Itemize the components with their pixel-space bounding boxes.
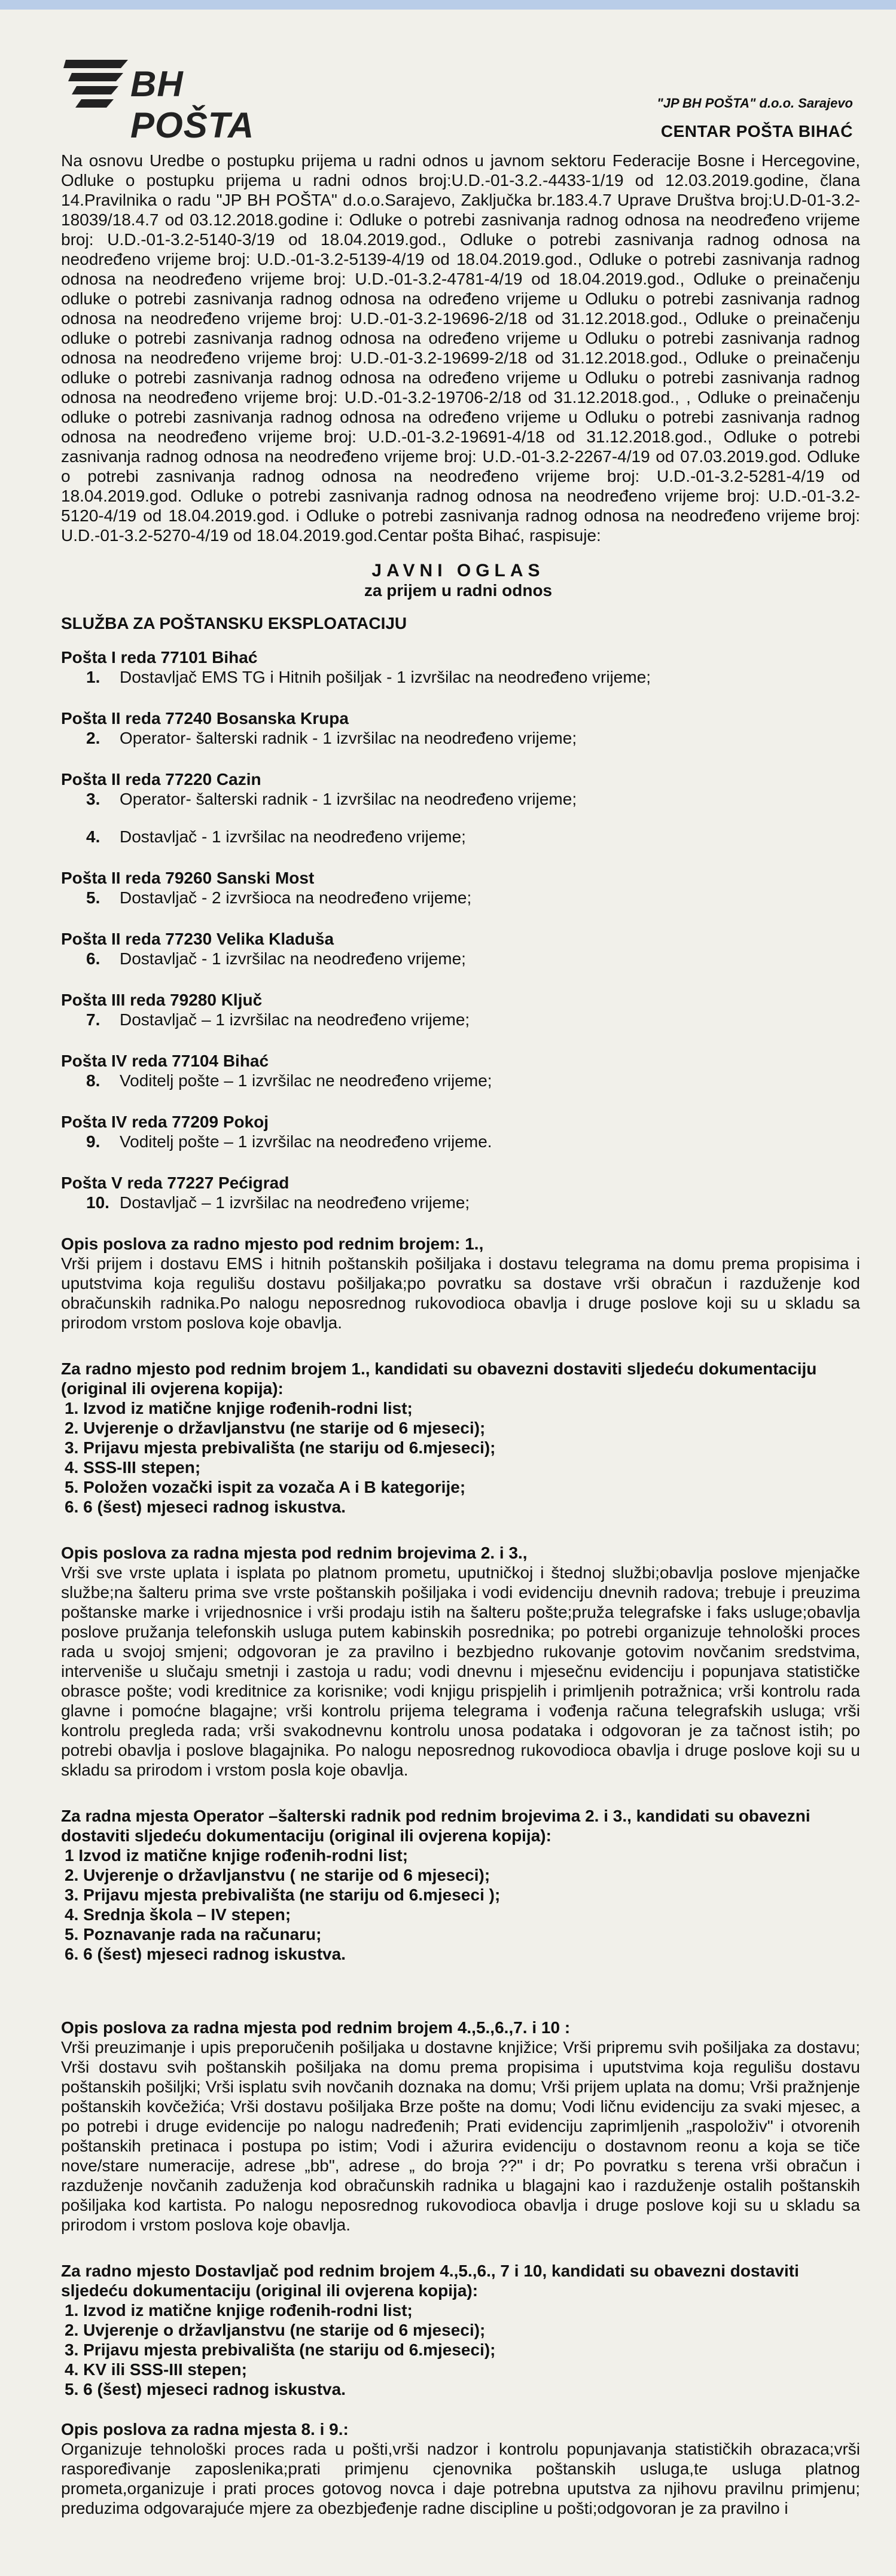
- requirements-list-3: [65, 2300, 865, 2399]
- position-number: 6.: [86, 949, 100, 968]
- position-number: 8.: [86, 1071, 100, 1090]
- position-item: [86, 728, 865, 748]
- post-entry: [51, 990, 865, 1029]
- position-text: Dostavljač EMS TG i Hitnih pošiljak - 1 izvršilac na neodređeno vrijeme;: [120, 668, 651, 686]
- position-item: [86, 1010, 865, 1029]
- post-entry: [51, 868, 865, 907]
- post-title: Pošta I reda 77101 Bihać: [61, 648, 258, 667]
- post-entry: [51, 1173, 865, 1212]
- requirement-item: 6. 6 (šest) mjeseci radnog iskustva.: [65, 1945, 346, 1963]
- announcement-heading: JAVNI OGLAS: [371, 561, 545, 580]
- center-name: CENTAR POŠTA BIHAĆ: [660, 122, 853, 140]
- logo-text: BH POŠTA: [130, 64, 255, 145]
- post-entry: [51, 647, 865, 687]
- position-text: Voditelj pošte – 1 izvršilac ne neodređeno vrijeme;: [120, 1071, 492, 1090]
- position-text: Voditelj pošte – 1 izvršilac na neodređeno vrijeme.: [120, 1132, 492, 1151]
- post-title: Pošta III reda 79280 Ključ: [61, 991, 263, 1009]
- requirement-item: 5. 6 (šest) mjeseci radnog iskustva.: [65, 2380, 346, 2398]
- requirement-item: 2. Uvjerenje o državljanstvu (ne starije od 6 mjeseci);: [65, 1419, 486, 1437]
- requirement-item: 5. Poznavanje rada na računaru;: [65, 1925, 322, 1944]
- post-title: Pošta IV reda 77209 Pokoj: [61, 1113, 269, 1131]
- position-item: [86, 949, 865, 968]
- post-title: Pošta V reda 77227 Pećigrad: [61, 1174, 289, 1192]
- section-title: Opis poslova za radna mjesta pod rednim brojem 4.,5.,6.,7. i 10 :: [61, 2018, 571, 2037]
- position-item: [86, 827, 865, 847]
- document-page: [51, 10, 865, 2574]
- position-number: 10.: [86, 1193, 109, 1212]
- post-list: [51, 647, 865, 1212]
- position-item: [86, 1071, 865, 1090]
- post-title: Pošta IV reda 77104 Bihać: [61, 1052, 269, 1070]
- position-text: Dostavljač – 1 izvršilac na neodređeno vrijeme;: [120, 1010, 470, 1029]
- post-entry: [51, 1112, 865, 1151]
- requirement-item: 6. 6 (šest) mjeseci radnog iskustva.: [65, 1498, 346, 1516]
- position-text: Dostavljač – 1 izvršilac na neodređeno vrijeme;: [120, 1193, 470, 1212]
- position-number: 1.: [86, 668, 100, 686]
- service-title: SLUŽBA ZA POŠTANSKU EKSPLOATACIJU: [61, 614, 407, 632]
- requirement-item: 1. Izvod iz matične knjige rođenih-rodni list;: [65, 1399, 413, 1417]
- post-entry: [51, 769, 865, 847]
- job-description-1: [61, 1234, 860, 1333]
- position-number: 5.: [86, 888, 100, 907]
- requirement-item: 1 Izvod iz matične knjige rođenih-rodni list;: [65, 1846, 409, 1865]
- requirement-item: 3. Prijavu mjesta prebivališta (ne stariju od 6.mjeseci);: [65, 2340, 496, 2359]
- section-title: Opis poslova za radna mjesta 8. i 9.:: [61, 2420, 349, 2439]
- section-title: Opis poslova za radno mjesto pod rednim brojem: 1.,: [61, 1234, 484, 1253]
- position-text: Dostavljač - 2 izvršioca na neodređeno vrijeme;: [120, 888, 472, 907]
- intro-paragraph: Na osnovu Uredbe o postupku prijema u radni odnos u javnom sektoru Federacije Bosne i Hercegovine, Odluke o postupku prijema u radni odnos broj:U.D.-01-3.2.-4433-1/19 od 12.03.2019.godine, člana 14.Pravilnika o radu "JP BH POŠTA" d.o.o.Sarajevo, Zaključka br.183.4.7 Uprave Društva broj:U.D-01-3.2-18039/18.4.7 od 03.12.2018.godine i: Odluke o potrebi zasnivanja radnog odnosa na neodređeno vrijeme broj: U.D.-01-3.2-5140-3/19 od 18.04.2019.god., Odluke o potrebi zasnivanja radnog odnosa na neodređeno vrijeme broj: U.D.-01-3.2-5139-4/19 od 18.04.2019.god., Odluke o potrebi zasnivanja radnog odnosa na neodređeno vrijeme broj: U.D.-01-3.2-4781-4/19 od 18.04.2019.god., Odluke o preinačenju odluke o potrebi zasnivanja radnog odnosa na određeno vrijeme u Odluku o potrebi zasnivanja radnog odnosa na neodređeno vrijeme broj: U.D.-01-3.2-19696-2/18 od 31.12.2018.god., Odluke o preinačenju odluke o potrebi zasnivanja radnog odnosa na određeno vrijeme u Odluku o potrebi zasnivanja radnog odnosa na neodređeno vrijeme broj: U.D.-01-3.2-19699-2/18 od 31.12.2018.god., Odluke o preinačenju odluke o potrebi zasnivanja radnog odnosa na određeno vrijeme u Odluku o potrebi zasnivanja radnog odnosa na neodređeno vrijeme broj: U.D.-01-3.2-19706-2/18 od 31.12.2018.god., , Odluke o preinačenju odluke o potrebi zasnivanja radnog odnosa na određeno vrijeme u Odluku o potrebi zasnivanja radnog odnosa na neodređeno vrijeme broj: U.D.-01-3.2-19691-4/18 od 31.12.2018.god., Odluke o potrebi zasnivanja radnog odnosa na neodređeno vrijeme broj: U.D.-01-3.2-2267-4/19 od 07.03.2019.god. Odluke o potrebi zasnivanja radnog odnosa na neodređeno vrijeme broj: U.D.-01-3.2-5281-4/19 od 18.04.2019.god. Odluke o potrebi zasnivanja radnog odnosa na neodređeno vrijeme broj: U.D.-01-3.2-5120-4/19 od 18.04.2019.god. i Odluke o potrebi zasnivanja radnog odnosa na neodređeno vrijeme broj: U.D.-01-3.2-5270-4/19 od 18.04.2019.god.Centar pošta Bihać, raspisuje:: [61, 151, 860, 545]
- requirements-list-2: [65, 1845, 865, 1964]
- requirements-title-3: Za radno mjesto Dostavljač pod rednim brojem 4.,5.,6., 7 i 10, kandidati su obavezni dostaviti sljedeću dokumentaciju (original ili ovjerena kopija):: [61, 2262, 799, 2300]
- requirement-item: 2. Uvjerenje o državljanstvu (ne starije od 6 mjeseci);: [65, 2321, 486, 2339]
- top-edge-band: [0, 0, 896, 10]
- requirement-item: 4. SSS-III stepen;: [65, 1458, 201, 1477]
- position-item: [86, 1132, 865, 1151]
- post-title: Pošta II reda 79260 Sanski Most: [61, 869, 315, 887]
- document-body: [51, 151, 865, 2518]
- position-item: [86, 667, 865, 687]
- section-text: Organizuje tehnološki proces rada u pošti,vrši nadzor i kontrolu popunjavanja statističkih obrazaca;vrši raspoređivanje zaposlenika;prati primjenu cjenovnika poštanskih usluga,te usluga platnog prometa,organizuje i prati proces gotovog novca i daje potrebna uputstva za njihovu pravilnu primjenu; preduzima odgovarajuće mjere za obezbjeđenje radne discipline u pošti;odgovoran je za pravilno i: [61, 2440, 860, 2517]
- requirements-title-2: Za radna mjesta Operator –šalterski radnik pod rednim brojevima 2. i 3., kandidati su obavezni dostaviti sljedeću dokumentaciju (original ili ovjerena kopija):: [61, 1807, 810, 1845]
- bh-posta-logo-icon: [63, 55, 129, 109]
- post-entry: [51, 929, 865, 968]
- position-number: 4.: [86, 827, 100, 846]
- position-number: 7.: [86, 1010, 100, 1029]
- job-description-2: [61, 1543, 860, 1780]
- post-entry: [51, 1051, 865, 1090]
- post-title: Pošta II reda 77230 Velika Kladuša: [61, 930, 334, 948]
- requirements-list-1: [65, 1398, 865, 1517]
- job-description-3: [61, 2018, 860, 2235]
- announcement-subheading: za prijem u radni odnos: [364, 581, 553, 600]
- position-text: Dostavljač - 1 izvršilac na neodređeno vrijeme;: [120, 949, 466, 968]
- position-text: Dostavljač - 1 izvršilac na neodređeno vrijeme;: [120, 827, 466, 846]
- requirements-title-1: Za radno mjesto pod rednim brojem 1., kandidati su obavezni dostaviti sljedeću dokumentaciju (original ili ovjerena kopija):: [61, 1359, 817, 1398]
- position-text: Operator- šalterski radnik - 1 izvršilac na neodređeno vrijeme;: [120, 729, 577, 747]
- job-description-4: [61, 2419, 860, 2518]
- post-title: Pošta II reda 77220 Cazin: [61, 770, 261, 789]
- post-entry: [51, 708, 865, 748]
- position-item: [86, 789, 865, 809]
- position-number: 2.: [86, 729, 100, 747]
- position-item: [86, 888, 865, 907]
- post-title: Pošta II reda 77240 Bosanska Krupa: [61, 709, 349, 728]
- requirement-item: 5. Položen vozački ispit za vozača A i B kategorije;: [65, 1478, 466, 1496]
- section-text: Vrši preuzimanje i upis preporučenih pošiljaka u dostavne knjižice; Vrši pripremu svih pošiljaka za dostavu; Vrši dostavu svih poštanskih pošiljaka na domu prema propisima i uputstvima koja regulišu dostavu poštanskih pošiljki; Vrši isplatu svih novčanih doznaka na domu; Vrši prijem uplata na domu; Vrši pražnjenje poštanskih kovčežića; Vrši dostavu pošiljaka Brze pošte na domu; Vodi ličnu evidenciju za svaki mjesec, a po potrebi i druge evidencije po nalogu nadređenih; Prati evidenciju zaprimljenih „raspoloživ" i otvorenih poštanskih pretinaca i postupa po istim; Vodi i ažurira evidenciju o dostavnom reonu a koja se tiče nove/stare numeracije, adrese „bb", adrese „ do broja ??" i dr; Po povratku s terena vrši obračun i razduženje novčanih zaduženja kod obračunskih radnika u blagajni kao i razduženje ostalih poštanskih pošiljaka kod kartista. Po nalogu neposrednog rukovodioca obavlja i druge poslove koji su u skladu sa prirodom i vrstom poslova koje obavlja.: [61, 2038, 860, 2234]
- position-number: 3.: [86, 790, 100, 808]
- logo: [63, 49, 255, 145]
- section-text: Vrši prijem i dostavu EMS i hitnih poštanskih pošiljaka i dostavu telegrama na domu prema propisima i uputstvima koja regulišu dostavu pošiljaka;po povratku sa dostave vrši obračun i razduženje kod obračunskih radnika.Po nalogu neposrednog rukovodioca obavlja i druge poslove koji su u skladu sa prirodom vrstom poslova koje obavlja.: [61, 1254, 860, 1332]
- requirement-item: 4. Srednja škola – IV stepen;: [65, 1905, 291, 1924]
- requirement-item: 3. Prijavu mjesta prebivališta (ne stariju od 6.mjeseci);: [65, 1438, 496, 1457]
- position-number: 9.: [86, 1132, 100, 1151]
- section-title: Opis poslova za radna mjesta pod rednim brojevima 2. i 3.,: [61, 1544, 528, 1562]
- requirement-item: 3. Prijavu mjesta prebivališta (ne stariju od 6.mjeseci );: [65, 1886, 501, 1904]
- requirement-item: 1. Izvod iz matične knjige rođenih-rodni list;: [65, 2301, 413, 2320]
- position-text: Operator- šalterski radnik - 1 izvršilac na neodređeno vrijeme;: [120, 790, 577, 808]
- requirement-item: 2. Uvjerenje o državljanstvu ( ne starije od 6 mjeseci);: [65, 1866, 490, 1884]
- organization-name: "JP BH POŠTA" d.o.o. Sarajevo: [657, 96, 853, 111]
- section-text: Vrši sve vrste uplata i isplata po platnom prometu, uputničkoj i štednoj službi;obavlja poslove mjenjačke službe;na šalteru prima sve vrste poštanskih pošiljaka i vodi evidenciju dnevnih radova; trebuje i preuzima poštanske marke i vrijednosnice i vrši prodaju istih na šalteru pošte;pruža telegrafske i faks usluge;obavlja poslove pružanja telefonskih usluga putem kabinskih posrednika; po potrebi organizuje tehnološki proces rada u svojoj smjeni; odgovoran je za pravilno i bezbjedno rukovanje gotovim novčanim sredstvima, interveniše u slučaju smetnji i zastoja u radu; vodi dnevnu i mjesečnu evidenciju i popunjava statističke obrasce pošte; vodi kreditnice za korisnike; vodi knjigu prispjelih i primljenih potražnica; vrši kontrolu rada glavne i pomoćne blagajne; vrši kontrolu prijema telegrama i vođenja računa telegrafskih usluga; vrši kontrolu pregleda rada; vrši svakodnevnu kontrolu unosa podataka i odgovoran je za tačnost istih; po potrebi obavlja i poslove blagajnika. Po nalogu neposrednog rukovodioca obavlja i druge poslove koji su u skladu sa prirodom i vrstom posla koje obavlja.: [61, 1563, 860, 1779]
- position-item: [86, 1193, 865, 1212]
- requirement-item: 4. KV ili SSS-III stepen;: [65, 2360, 247, 2379]
